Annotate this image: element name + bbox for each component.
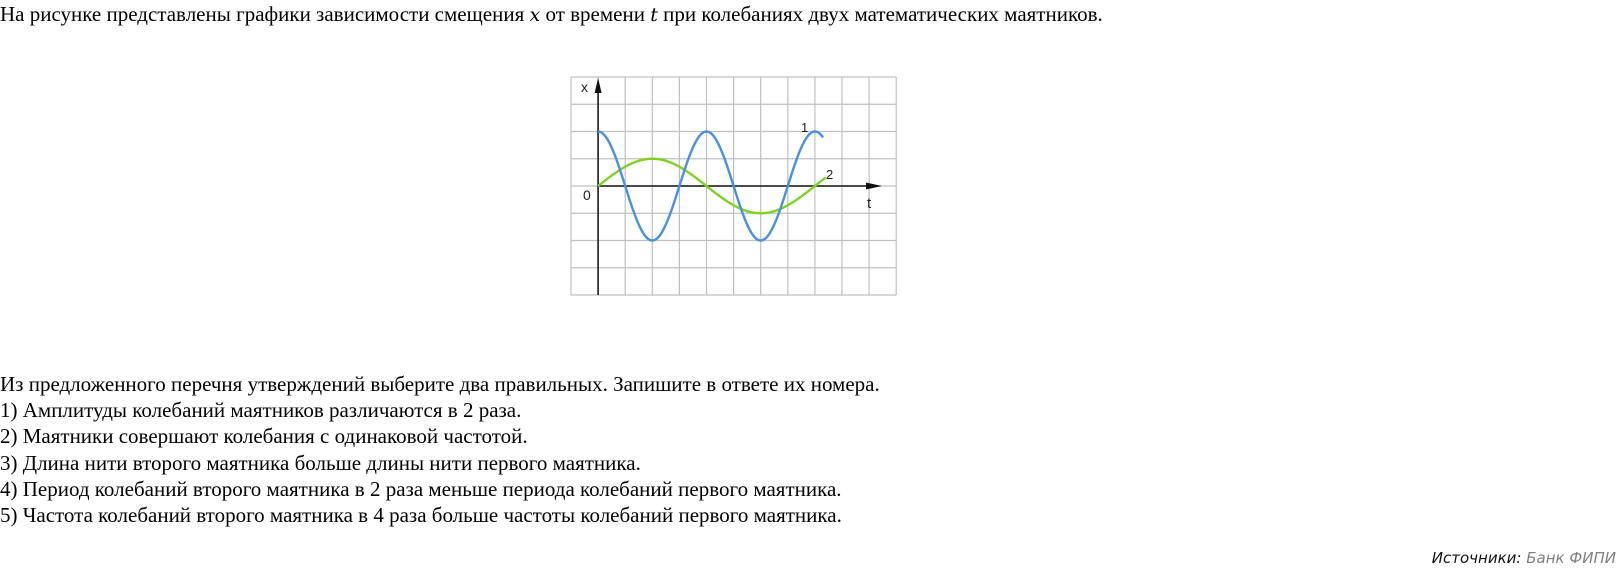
source-value[interactable]: Банк ФИПИ: [1526, 549, 1616, 567]
source-line: [1432, 548, 1616, 568]
origin-label: 0: [583, 187, 591, 203]
graph-svg: [560, 66, 920, 306]
intro-text-2: от времени: [540, 2, 651, 26]
intro-text-3: при колебаниях двух математических маятников.: [657, 2, 1103, 26]
statement-3: 3) Длина нити второго маятника больше длины нити первого маятника.: [0, 450, 641, 475]
y-axis-label: x: [581, 79, 588, 95]
variable-x: x: [529, 4, 541, 26]
statement-1: 1) Амплитуды колебаний маятников различаются в 2 раза.: [0, 398, 522, 423]
statements-list: [0, 371, 880, 528]
intro-text-1: На рисунке представлены графики зависимости смещения: [0, 2, 530, 26]
variable-t: t: [650, 4, 658, 26]
axes: [595, 78, 882, 295]
curve-2-label: 2: [826, 167, 834, 182]
oscillation-graph: [560, 66, 920, 306]
statement-4: 4) Период колебаний второго маятника в 2 раза меньше периода колебаний первого маятника.: [0, 476, 842, 501]
source-label: Источники:: [1431, 549, 1522, 567]
curve-1-label: 1: [801, 120, 809, 135]
statement-5: 5) Частота колебаний второго маятника в 4 раза больше частоты колебаний первого маятника.: [0, 503, 842, 528]
question-intro: [0, 1, 1103, 28]
statement-2: 2) Маятники совершают колебания с одинаковой частотой.: [0, 424, 528, 449]
statements-prompt: Из предложенного перечня утверждений выберите два правильных. Запишите в ответе их номера.: [0, 372, 880, 396]
x-axis-label: t: [867, 195, 872, 212]
